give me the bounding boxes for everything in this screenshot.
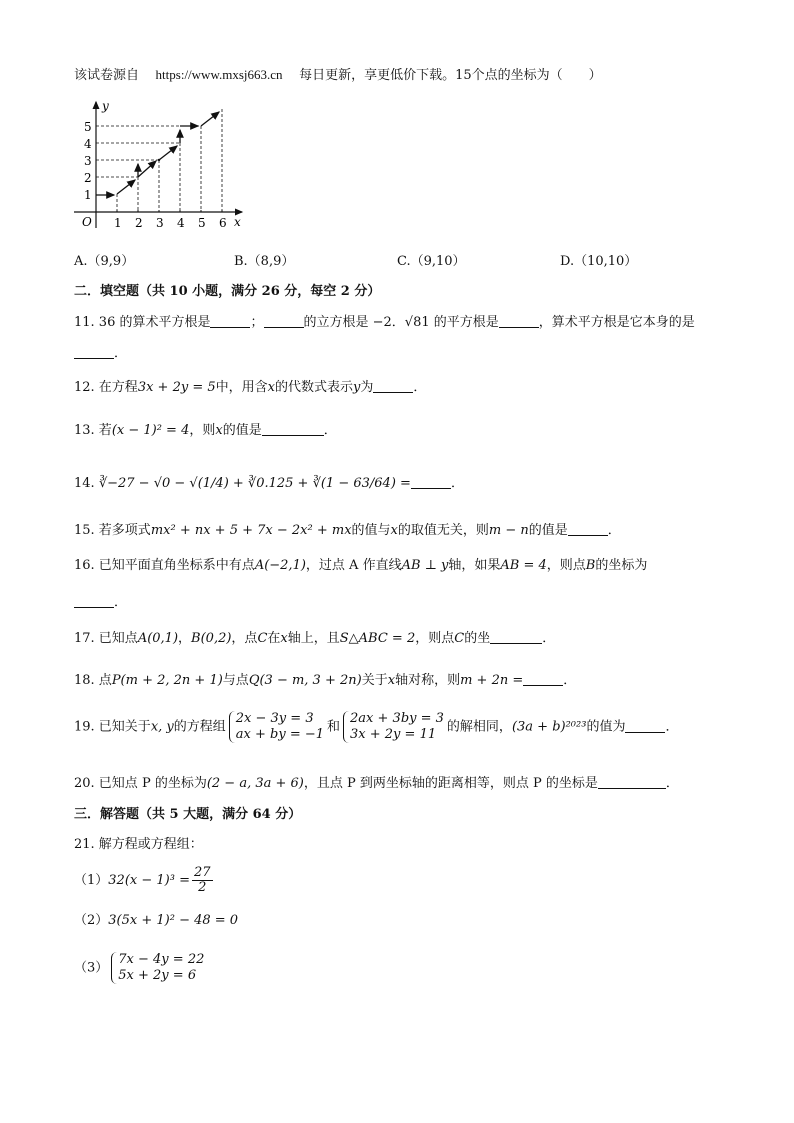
q16-point-a: A(−2,1) <box>254 558 306 573</box>
q18-point-p: P(m + 2, 2n + 1) <box>111 673 223 688</box>
q14-expression: ∛−27 − √0 − √(1/4) + ∛0.125 + ∛(1 − 63/64) = <box>98 476 411 491</box>
q16-text-5: 的坐标为 <box>595 558 648 573</box>
q19-system-2-eq-1: 2ax + 3by = 3 <box>350 711 444 726</box>
q15-polynomial: mx² + nx + 5 + 7x − 2x² + mx <box>150 523 352 538</box>
q12-text-3: 的代数式表示 <box>274 380 353 395</box>
q11-blank-2[interactable] <box>264 313 304 328</box>
question-11-cont <box>74 344 127 363</box>
question-18 <box>74 671 576 690</box>
q17-var-x: x <box>280 631 288 646</box>
q19-system-1-eq-1: 2x − 3y = 3 <box>235 711 314 726</box>
origin-label: O <box>82 215 92 229</box>
q21-sub-3-label: （3） <box>74 960 109 976</box>
q17-point-b: B(0,2) <box>191 631 232 646</box>
q19-text-5: 的值为 <box>586 719 626 735</box>
q21-sub-3-eq-2: 5x + 2y = 6 <box>118 968 197 983</box>
q17-area: S△ABC = 2 <box>339 631 416 646</box>
q21-sub-2 <box>74 912 238 930</box>
question-17 <box>74 629 555 648</box>
q19-text-4: 的解相同， <box>446 719 512 735</box>
q16-end: ． <box>114 595 128 610</box>
q21-sub-2-label: （2） <box>74 913 109 928</box>
q20-point: (2 − a, 3a + 6) <box>206 776 304 791</box>
x-tick-label: 6 <box>219 216 227 230</box>
q21-sub-1 <box>74 866 215 895</box>
q19-vars: x, y <box>150 719 174 735</box>
q17-text-3: ，点 <box>231 631 258 646</box>
question-15 <box>74 521 621 540</box>
q18-point-q: Q(3 − m, 3 + 2n) <box>248 673 362 688</box>
q16-blank[interactable] <box>74 593 114 608</box>
q19-blank[interactable] <box>625 718 665 733</box>
q16-text-1: 16. 已知平面直角坐标系中有点 <box>74 558 255 573</box>
question-13 <box>74 421 337 440</box>
header-text-1: 该试卷源自 <box>74 68 140 83</box>
y-tick-label: 2 <box>84 171 92 185</box>
section-2-title: 二．填空题（共 10 小题，满分 26 分，每空 2 分） <box>74 284 381 299</box>
q12-var-y: y <box>353 380 361 395</box>
option-d[interactable]: D.（10,10） <box>560 254 638 269</box>
q12-text-4: 为 <box>360 380 374 395</box>
q21-sub-3-system <box>111 952 204 984</box>
q20-blank[interactable] <box>598 774 666 789</box>
q21-sub-3-eq-1: 7x − 4y = 22 <box>118 952 205 967</box>
q21-sub-1-label: （1） <box>74 873 109 888</box>
q13-var: x <box>215 423 223 438</box>
q16-ab-length: AB = 4 <box>500 558 547 573</box>
q18-var-x: x <box>387 673 396 688</box>
q14-text-1: 14. <box>74 476 95 491</box>
q18-text-3: 关于 <box>361 673 388 688</box>
q15-text-1: 15. 若多项式 <box>74 523 151 538</box>
x-axis-label: x <box>234 215 241 229</box>
q18-text-4: 轴对称，则 <box>395 673 461 688</box>
q17-text-5: 轴上，且 <box>287 631 340 646</box>
q18-expr: m + 2n = <box>460 673 524 688</box>
x-tick-label: 2 <box>135 216 143 230</box>
q19-system-2-eq-2: 3x + 2y = 11 <box>350 727 437 742</box>
q13-end: ． <box>323 423 337 438</box>
q19-system-1-eq-2: ax + by = −1 <box>235 727 325 742</box>
question-11 <box>74 313 695 332</box>
question-19 <box>74 711 678 743</box>
q15-expr: m − n <box>488 523 529 538</box>
q15-text-4: 的值是 <box>528 523 568 538</box>
question-20 <box>74 774 679 793</box>
header-line <box>74 66 602 85</box>
q21-sub-1-equation: 32(x − 1)³ = <box>108 873 190 888</box>
q19-expr: (3a + b)²⁰²³ <box>511 719 587 735</box>
q12-var-x: x <box>267 380 275 395</box>
option-c[interactable]: C.（9,10） <box>397 254 466 269</box>
y-axis-label: y <box>102 99 109 113</box>
y-tick-label: 3 <box>84 154 92 168</box>
coordinate-graph <box>70 98 250 234</box>
q20-text-2: ，且点 P 到两坐标轴的距离相等，则点 P 的坐标是 <box>303 776 598 791</box>
q15-text-2: 的值与 <box>351 523 391 538</box>
q11-text-4: √81 的平方根是 <box>404 315 499 330</box>
q19-text-3: 和 <box>327 719 341 735</box>
q19-system-1 <box>229 711 324 743</box>
x-tick-label: 4 <box>177 216 185 230</box>
q17-text-6: ，则点 <box>415 631 455 646</box>
q21-sub-1-denominator: 2 <box>198 880 207 895</box>
q11-blank-4[interactable] <box>74 344 114 359</box>
y-tick-label: 5 <box>84 120 92 134</box>
question-16 <box>74 557 647 575</box>
q12-text-1: 12. 在方程 <box>74 380 138 395</box>
q17-point-c: C <box>257 631 268 646</box>
q16-text-4: ，则点 <box>546 558 586 573</box>
q17-text-2: ， <box>178 631 192 646</box>
q20-text-1: 20. 已知点 P 的坐标为 <box>74 776 207 791</box>
q12-blank[interactable] <box>373 378 413 393</box>
q15-text-3: 的取值无关，则 <box>397 523 489 538</box>
q14-end: ． <box>450 476 464 491</box>
section-3-title: 三．解答题（共 5 大题，满分 64 分） <box>74 807 302 822</box>
q19-text-1: 19. 已知关于 <box>74 719 151 735</box>
question-21-title: 21. 解方程或方程组： <box>74 837 203 852</box>
q11-text-3: 的立方根是 −2． <box>303 315 405 330</box>
q18-blank[interactable] <box>523 671 563 686</box>
x-tick-label: 5 <box>198 216 206 230</box>
q11-text-5: ，算术平方根是它本身的是 <box>538 315 695 330</box>
q14-blank[interactable] <box>411 474 451 489</box>
q20-end: ． <box>665 776 679 791</box>
q17-point-a: A(0,1) <box>137 631 179 646</box>
q15-end: ． <box>607 523 621 538</box>
q16-text-2: ，过点 A 作直线 <box>305 558 402 573</box>
q21-sub-3 <box>74 952 207 984</box>
header-text-2: 每日更新，享更低价下载。15个点的坐标为（ ） <box>299 68 602 83</box>
x-tick-label: 1 <box>114 216 122 230</box>
q16-var-b: B <box>585 558 596 573</box>
q11-end: ． <box>114 346 128 361</box>
q11-blank-3[interactable] <box>499 313 539 328</box>
x-tick-label: 3 <box>156 216 164 230</box>
question-16-cont <box>74 593 127 612</box>
q17-point-c-2: C <box>454 631 465 646</box>
q13-text-2: ，则 <box>189 423 216 438</box>
question-12 <box>74 378 426 397</box>
q17-text-7: 的坐 <box>464 631 491 646</box>
header-url[interactable]: https://www.mxsj663.cn <box>155 67 283 82</box>
q12-end: ． <box>413 380 427 395</box>
q19-end: ． <box>665 719 679 735</box>
q11-text-2: ； <box>250 315 264 330</box>
q15-var: x <box>390 523 398 538</box>
q17-blank[interactable] <box>490 629 542 644</box>
q17-text-4: 在 <box>267 631 281 646</box>
question-14 <box>74 474 464 493</box>
q16-ab-perp: AB ⊥ y <box>401 558 449 573</box>
option-b[interactable]: B.（8,9） <box>234 254 295 269</box>
q21-sub-1-fraction <box>192 866 213 895</box>
q13-blank[interactable] <box>262 421 324 436</box>
y-tick-label: 4 <box>84 137 92 151</box>
q18-end: ． <box>563 673 577 688</box>
q17-end: ． <box>542 631 556 646</box>
q13-equation: (x − 1)² = 4 <box>111 423 190 438</box>
q15-blank[interactable] <box>568 521 608 536</box>
q13-text-1: 13. 若 <box>74 423 112 438</box>
y-tick-label: 1 <box>84 188 92 202</box>
q19-text-2: 的方程组 <box>173 719 226 735</box>
option-a[interactable]: A.（9,9） <box>74 254 135 269</box>
q17-text-1: 17. 已知点 <box>74 631 138 646</box>
q18-text-2: 与点 <box>222 673 249 688</box>
q11-blank-1[interactable] <box>210 313 250 328</box>
q19-system-2 <box>343 711 444 743</box>
q21-sub-1-numerator: 27 <box>193 865 211 880</box>
q13-text-3: 的值是 <box>222 423 262 438</box>
q12-equation: 3x + 2y = 5 <box>137 380 216 395</box>
q16-text-3: 轴，如果 <box>448 558 501 573</box>
q12-text-2: 中，用含 <box>215 380 268 395</box>
q11-text-1: 11. 36 的算术平方根是 <box>74 315 211 330</box>
q18-text-1: 18. 点 <box>74 673 112 688</box>
q21-sub-2-equation: 3(5x + 1)² − 48 = 0 <box>108 913 239 928</box>
